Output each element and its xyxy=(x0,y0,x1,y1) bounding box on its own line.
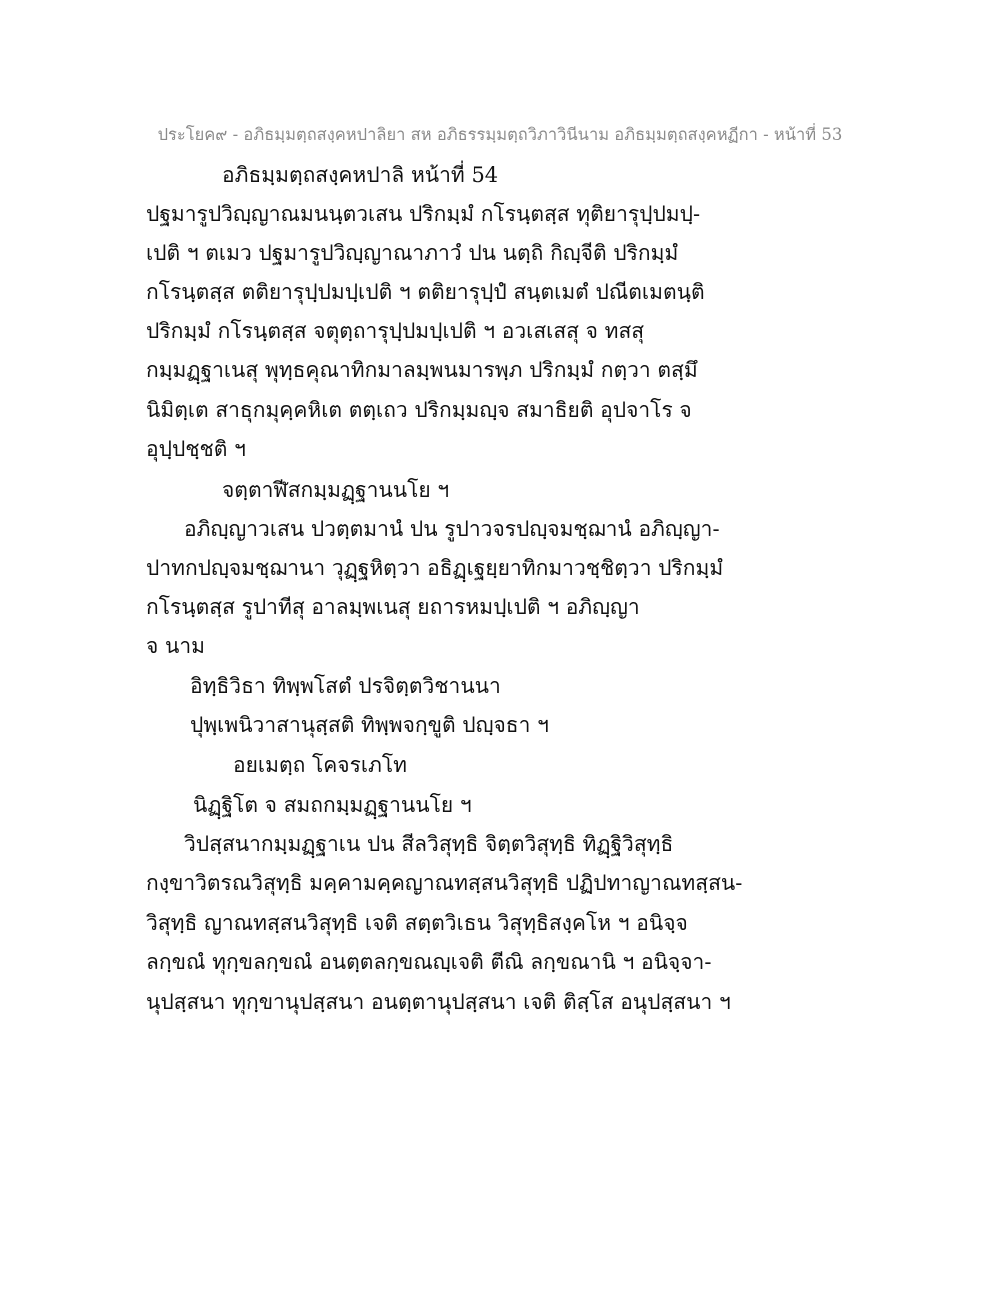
text-line: นุปสฺสนา ทุกฺขานุปสฺสนา อนตฺตานุปสฺสนา เจติ ติสฺโส อนุปสฺสนา ฯ xyxy=(146,990,731,1014)
text-line: ปฐมารูปวิญฺญาณมนนฺตวเสน ปริกมฺมํ กโรนฺตสฺส ทุติยารุปฺปมปฺ- xyxy=(146,202,701,226)
text-line: วิสุทฺธิ ญาณทสฺสนวิสุทฺธิ เจติ สตฺตวิเธน วิสุทฺธิสงฺคโห ฯ อนิจฺจ xyxy=(146,911,688,935)
text-line: จ นาม xyxy=(146,634,205,658)
verse-line: อยเมตฺถ โคจรเภโท xyxy=(233,753,408,777)
section-title: นิฏฺฐิโต จ สมถกมฺมฏฺฐานนโย ฯ xyxy=(193,793,472,817)
text-line: อภิญฺญาวเสน ปวตฺตมานํ ปน รูปาวจรปญฺจมชฺฌานํ อภิญฺญา- xyxy=(184,517,720,541)
running-header: ประโยค๙ - อภิธมฺมตฺถสงฺคหปาลิยา สห อภิธรรมฺมตฺถวิภาวินีนาม อภิธมฺมตฺถสงฺคหฏีกา - หน้าที่ 53 xyxy=(157,125,843,144)
text-line: ปาทกปญฺจมชฺฌานา วุฏฺฐหิตฺวา อธิฏฺเฐยฺยาทิกมาวชฺชิตฺวา ปริกมฺมํ xyxy=(146,556,724,580)
section-title: จตฺตาฬีสกมฺมฏฺฐานนโย ฯ xyxy=(222,478,450,502)
text-line: ปริกมฺมํ กโรนฺตสฺส จตุตฺถารุปฺปมปฺเปติ ฯ อวเสเสสุ จ ทสสุ xyxy=(146,319,645,343)
text-line: วิปสฺสนากมฺมฏฺฐาเน ปน สีลวิสุทฺธิ จิตฺตวิสุทฺธิ ทิฏฺฐิวิสุทฺธิ xyxy=(184,832,674,856)
text-line: อุปฺปชฺชติ ฯ xyxy=(146,437,246,461)
page-heading: อภิธมฺมตฺถสงฺคหปาลิ หน้าที่ 54 xyxy=(222,163,499,187)
text-line: ลกฺขณํ ทุกฺขลกฺขณํ อนตฺตลกฺขณญฺเจติ ตีณิ ลกฺขณานิ ฯ อนิจฺจา- xyxy=(146,950,712,974)
verse-line: อิทฺธิวิธา ทิพฺพโสตํ ปรจิตฺตวิชานนา xyxy=(190,674,501,698)
text-line: กงฺขาวิตรณวิสุทฺธิ มคฺคามคฺคญาณทสฺสนวิสุทฺธิ ปฏิปทาญาณทสฺสน- xyxy=(146,871,743,895)
text-line: กโรนฺตสฺส ตติยารุปฺปมปฺเปติ ฯ ตติยารุปฺปํ สนฺตเมตํ ปณีตเมตนฺติ xyxy=(146,280,705,304)
text-line: กโรนฺตสฺส รูปาทีสุ อาลมฺพเนสุ ยถารหมปฺเปติ ฯ อภิญฺญา xyxy=(146,595,640,619)
text-line: กมฺมฏฺฐาเนสุ พุทฺธคุณาทิกมาลมฺพนมารพฺภ ปริกมฺมํ กตฺวา ตสฺมึ xyxy=(146,358,698,382)
text-line: เปติ ฯ ตเมว ปฐมารูปวิญฺญาณาภาวํ ปน นตฺถิ กิญฺจีติ ปริกมฺมํ xyxy=(146,241,679,265)
text-line: นิมิตฺเต สาธุกมุคฺคหิเต ตตฺเถว ปริกมฺมญฺจ สมาธิยติ อุปจาโร จ xyxy=(146,398,692,422)
verse-line: ปุพฺเพนิวาสานุสฺสติ ทิพฺพจกฺขูติ ปญฺจธา ฯ xyxy=(190,713,549,737)
